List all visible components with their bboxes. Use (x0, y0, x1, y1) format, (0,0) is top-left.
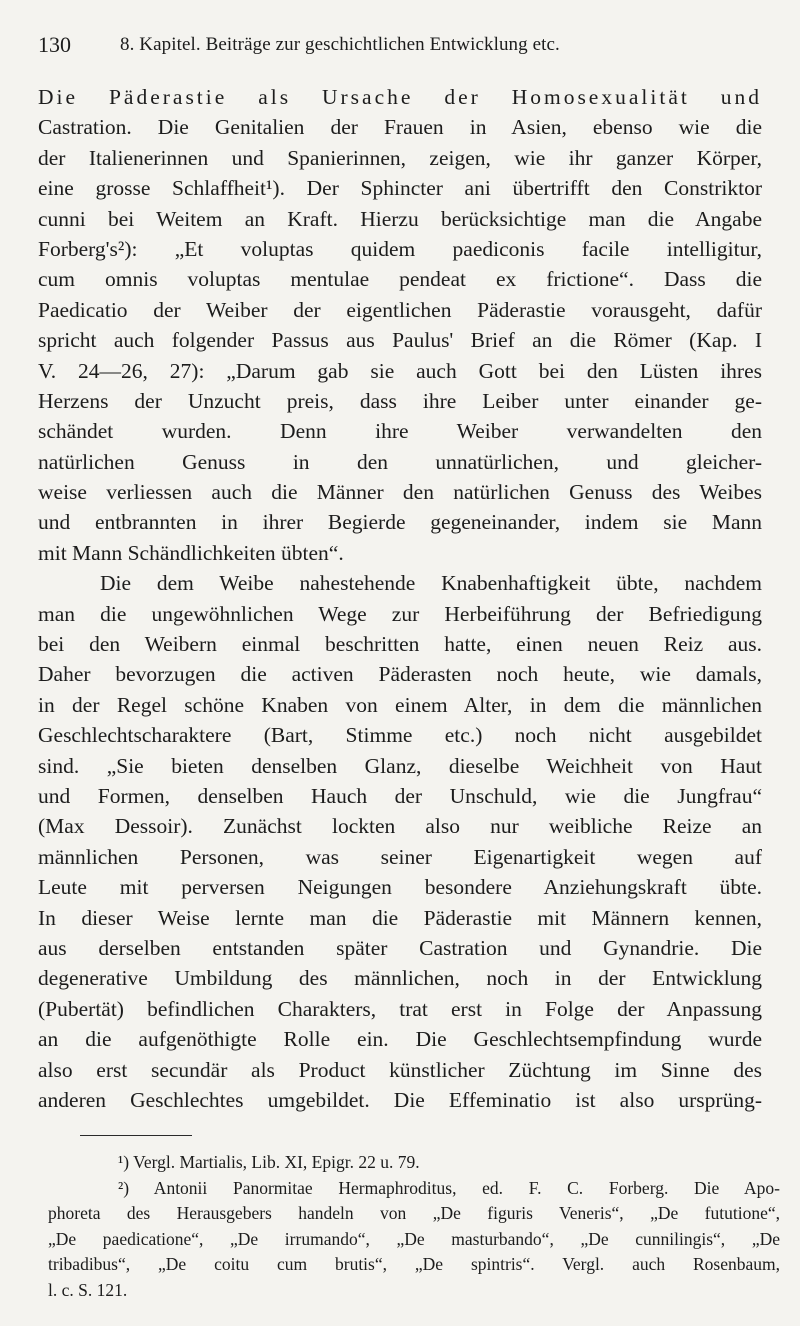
footnote-line: „De paedicatione“, „De irrumando“, „De masturbando“, „De cunnilingis“, „De (48, 1228, 780, 1249)
text-line: weise verliessen auch die Männer den natürlichen Genuss des Weibes (38, 480, 762, 505)
text-line: Die Päderastie als Ursache der Homosexualität und (38, 85, 762, 109)
text-line: Forberg's²): „Et voluptas quidem paediconis facile intelligitur, (38, 236, 762, 261)
text-line: sind. „Sie bieten denselben Glanz, dieselbe Weichheit von Haut (38, 753, 762, 778)
text-line: spricht auch folgender Passus aus Paulus' Brief an die Römer (Kap. I (38, 328, 762, 353)
text-line: bei den Weibern einmal beschritten hatte, einen neuen Reiz aus. (38, 632, 762, 657)
text-line: in der Regel schöne Knaben von einem Alter, in dem die männlichen (38, 692, 762, 717)
footnote-rule (80, 1135, 192, 1136)
footnote-line: tribadibus“, „De coitu cum brutis“, „De spintris“. Vergl. auch Rosenbaum, (48, 1254, 780, 1274)
text-line: V. 24—26, 27): „Darum gab sie auch Gott bei den Lüsten ihres (38, 358, 762, 383)
text-line: Castration. Die Genitalien der Frauen in Asien, ebenso wie die (38, 115, 762, 140)
text-line: und entbrannten in ihrer Begierde gegeneinander, indem sie Mann (38, 510, 762, 535)
text-line: Herzens der Unzucht preis, dass ihre Leiber unter einander ge- (38, 388, 762, 413)
text-line: man die ungewöhnlichen Wege zur Herbeiführung der Befriedigung (38, 601, 762, 626)
text-line: und Formen, denselben Hauch der Unschuld, wie die Jungfrau“ (38, 783, 762, 808)
text-line: aus derselben entstanden später Castration und Gynandrie. Die (38, 935, 762, 960)
text-line: männlichen Personen, was seiner Eigenartigkeit wegen auf (38, 844, 762, 869)
text-line: degenerative Umbildung des männlichen, noch in der Entwicklung (38, 966, 762, 991)
footnote-line: ¹) Vergl. Martialis, Lib. XI, Epigr. 22 u. 79. (118, 1152, 420, 1172)
text-line: also erst secundär als Product künstlicher Züchtung im Sinne des (38, 1057, 762, 1082)
text-line: anderen Geschlechtes umgebildet. Die Effeminatio ist also ursprüng- (38, 1087, 762, 1112)
text-line: mit Mann Schändlichkeiten übten“. (38, 540, 344, 565)
running-title: 8. Kapitel. Beiträge zur geschichtlichen Entwicklung etc. (120, 34, 560, 55)
text-line: natürlichen Genuss in den unnatürlichen, und gleicher- (38, 449, 762, 474)
main-text (38, 82, 762, 1115)
text-line: Die dem Weibe nahestehende Knabenhaftigkeit übte, nachdem (100, 571, 762, 596)
text-line: Geschlechtscharaktere (Bart, Stimme etc.) noch nicht ausgebildet (38, 723, 762, 748)
text-line: (Pubertät) befindlichen Charakters, trat erst in Folge der Anpassung (38, 996, 762, 1021)
footnotes (48, 1150, 780, 1303)
page-header (38, 32, 758, 62)
page-number: 130 (38, 32, 71, 57)
text-line: der Italienerinnen und Spanierinnen, zeigen, wie ihr ganzer Körper, (38, 145, 762, 170)
text-line: Leute mit perversen Neigungen besondere Anziehungskraft übte. (38, 875, 762, 900)
footnote-line: l. c. S. 121. (48, 1279, 128, 1300)
text-line: Paedicatio der Weiber der eigentlichen Päderastie vorausgeht, dafür (38, 297, 762, 322)
footnote-line: ²) Antonii Panormitae Hermaphroditus, ed. F. C. Forberg. Die Apo- (118, 1177, 780, 1198)
text-line: eine grosse Schlaffheit¹). Der Sphincter ani übertrifft den Constriktor (38, 176, 762, 201)
text-line: (Max Dessoir). Zunächst lockten also nur weibliche Reize an (38, 814, 762, 839)
text-line: an die aufgenöthigte Rolle ein. Die Geschlechtsempfindung wurde (38, 1027, 762, 1052)
footnote-line: phoreta des Herausgebers handeln von „De figuris Veneris“, „De fututione“, (48, 1203, 780, 1223)
text-line: cunni bei Weitem an Kraft. Hierzu berücksichtige man die Angabe (38, 206, 762, 231)
text-line: cum omnis voluptas mentulae pendeat ex frictione“. Dass die (38, 267, 762, 292)
text-line: Daher bevorzugen die activen Päderasten noch heute, wie damals, (38, 662, 762, 687)
text-line: schändet wurden. Denn ihre Weiber verwandelten den (38, 419, 762, 444)
text-line: In dieser Weise lernte man die Päderastie mit Männern kennen, (38, 905, 762, 930)
